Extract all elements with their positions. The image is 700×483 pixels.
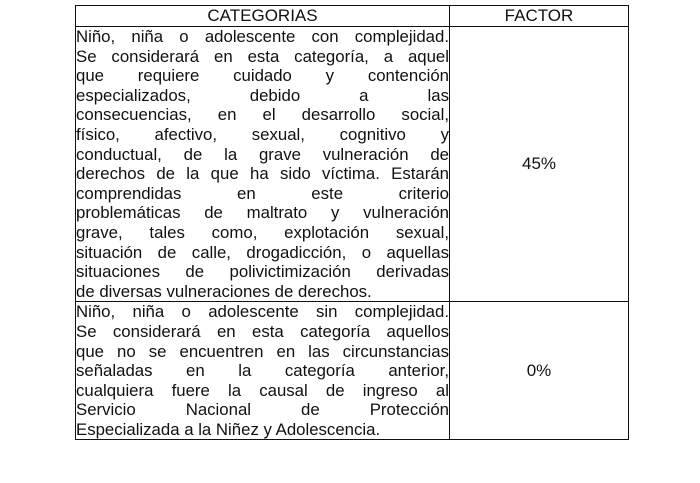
text-line: físico, afectivo, sexual, cognitivo y (76, 124, 449, 144)
header-factor: FACTOR (450, 6, 629, 27)
category-description-cell (76, 302, 450, 440)
text-line: grave, tales como, explotación sexual, (76, 222, 449, 242)
text-line: situación de calle, drogadicción, o aquellas (76, 242, 449, 262)
factor-value: 45% (450, 27, 629, 302)
text-line: comprendidas en este criterio (76, 183, 449, 203)
table-row (76, 302, 629, 440)
text-line: Especializada a la Niñez y Adolescencia. (76, 419, 381, 439)
text-line: Servicio Nacional de Protección (76, 400, 449, 420)
text-line: situaciones de polivictimización derivadas (76, 262, 449, 282)
text-line: Niño, niña o adolescente sin complejidad. (76, 302, 449, 322)
category-description-cell (76, 27, 450, 302)
table-row (76, 27, 629, 302)
text-line: cualquiera fuere la causal de ingreso al (76, 380, 449, 400)
text-line: que requiere cuidado y contención (76, 66, 449, 86)
text-line: consecuencias, en el desarrollo social, (76, 105, 449, 125)
text-line: derechos de la que ha sido víctima. Estarán (76, 164, 449, 184)
text-line: señaladas en la categoría anterior, (76, 361, 449, 381)
text-line: Se considerará en esta categoría, a aquel (76, 46, 449, 66)
text-line: especializados, debido a las (76, 85, 449, 105)
text-line: problemáticas de maltrato y vulneración (76, 203, 449, 223)
text-line: de diversas vulneraciones de derechos. (76, 281, 372, 301)
table-header-row (76, 6, 629, 27)
header-categorias: CATEGORIAS (76, 6, 450, 27)
factor-value: 0% (450, 302, 629, 440)
text-line: conductual, de la grave vulneración de (76, 144, 449, 164)
category-factor-table (75, 5, 629, 440)
text-line: Niño, niña o adolescente con complejidad. (76, 27, 449, 46)
text-line: que no se encuentren en las circunstancias (76, 341, 449, 361)
text-line: Se considerará en esta categoría aquellos (76, 321, 449, 341)
